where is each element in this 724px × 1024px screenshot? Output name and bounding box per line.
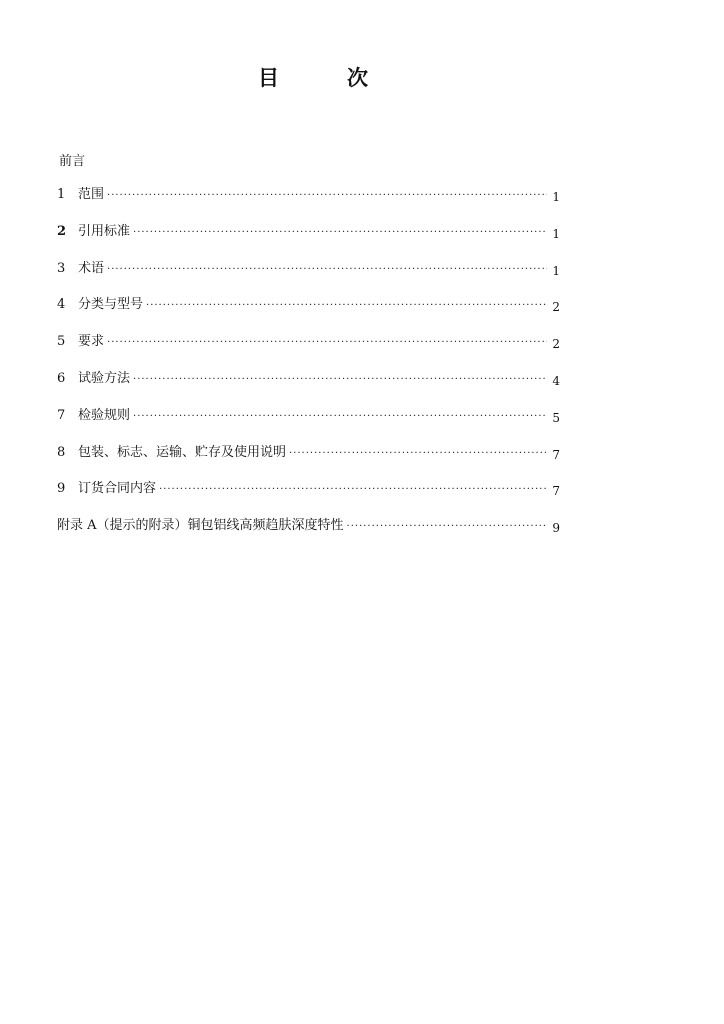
title-char-2: 次	[347, 65, 368, 90]
title-char-1: 目	[258, 65, 279, 90]
dot-leader	[107, 186, 547, 206]
table-of-contents	[57, 184, 560, 552]
toc-entry-number: 9	[57, 481, 66, 497]
toc-entry-page: 2	[552, 337, 560, 352]
toc-entry	[57, 478, 560, 515]
toc-entry	[57, 405, 560, 442]
toc-entry-page: 2	[552, 300, 560, 315]
toc-entry-label: 包装、标志、运输、贮存及使用说明	[78, 444, 287, 460]
toc-entry-page: 4	[552, 373, 560, 388]
toc-entry-page: 1	[552, 190, 560, 204]
page-title	[258, 62, 368, 92]
toc-entry-number: 5	[57, 334, 66, 350]
dot-leader	[107, 333, 547, 353]
dot-leader	[133, 370, 547, 390]
toc-entry-page: 1	[552, 263, 560, 278]
dot-leader	[146, 296, 547, 316]
toc-entry	[57, 442, 560, 479]
toc-entry-label: 要求	[78, 334, 105, 350]
toc-entry-page: 7	[552, 447, 560, 462]
dot-leader	[133, 407, 547, 427]
toc-entry	[57, 221, 560, 258]
toc-entry-number: 2	[57, 223, 67, 239]
dot-leader	[107, 260, 547, 280]
toc-entry-label: 试验方法	[78, 370, 131, 386]
toc-entry-number: 1	[57, 187, 66, 202]
toc-entry-page: 5	[552, 410, 560, 425]
toc-entry-label: 分类与型号	[78, 297, 144, 313]
toc-entry-label: 术语	[78, 260, 105, 276]
toc-entry-label: 引用标准	[78, 223, 131, 239]
dot-leader	[289, 444, 547, 464]
toc-entry	[57, 258, 560, 295]
toc-entry-label: 范围	[78, 187, 105, 202]
toc-entry-number: 7	[57, 407, 66, 423]
toc-entry-number: 3	[57, 260, 66, 276]
dot-leader	[159, 480, 547, 500]
toc-entry-page: 1	[552, 226, 560, 241]
toc-entry-number: 4	[57, 297, 66, 313]
dot-leader	[347, 517, 547, 537]
toc-entry-number: 8	[57, 444, 66, 460]
toc-entry-number: 6	[57, 370, 66, 386]
foreword-entry: 前言	[59, 154, 86, 169]
toc-entry-label: 检验规则	[78, 407, 131, 423]
toc-entry-page: 7	[552, 484, 560, 499]
dot-leader	[133, 223, 547, 243]
toc-entry-label: 订货合同内容	[78, 481, 157, 497]
toc-annex-entry	[57, 515, 560, 552]
toc-annex-page: 9	[552, 521, 560, 536]
toc-entry	[57, 294, 560, 331]
toc-entry	[57, 331, 560, 368]
toc-entry	[57, 368, 560, 405]
toc-annex-label: 附录 A（提示的附录）铜包铝线高频趋肤深度特性	[57, 518, 344, 534]
toc-entry	[57, 184, 560, 221]
